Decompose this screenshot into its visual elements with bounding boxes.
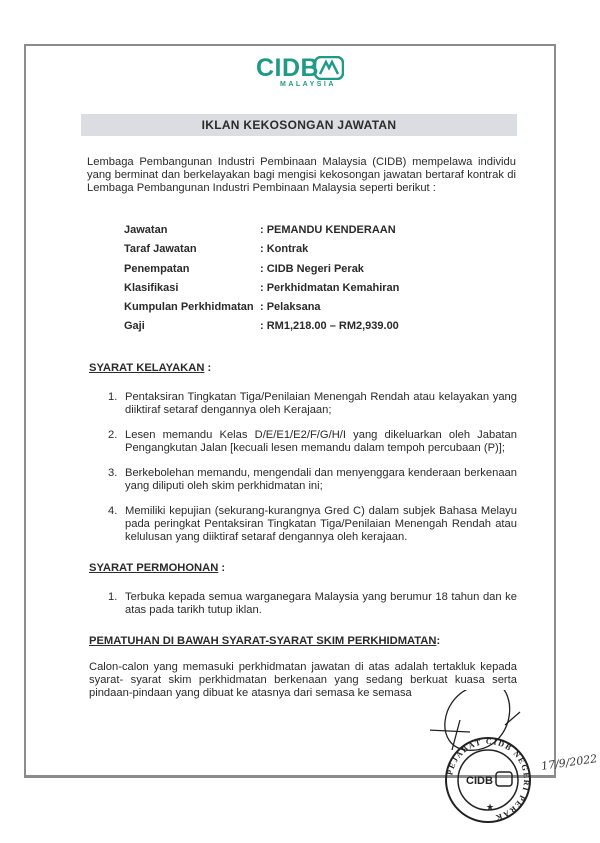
heading-text: SYARAT KELAYAKAN [89,362,205,374]
item-number: 1. [108,591,118,603]
heading-suffix: : [436,635,441,647]
logo-sub: MALAYSIA [280,81,336,88]
logo-brand: CIDB [256,54,320,82]
intro-paragraph: Lembaga Pembangunan Industri Pembinaan Malaysia (CIDB) mempelawa individu yang berminat dan berkelayakan bagi mengisi kekosongan jawatan bertaraf kontrak di Lembaga Pembangunan Industri Pembinaan Malaysia seperti berikut : [87,156,516,194]
detail-row [124,301,399,320]
list-item [108,591,517,617]
heading-text: SYARAT PERMOHONAN [89,562,219,574]
svg-text:★: ★ [486,802,495,812]
detail-label: Taraf Jawatan [124,243,197,256]
list-item [108,467,517,493]
detail-label: Penempatan [124,262,190,275]
item-number: 3. [108,467,118,479]
detail-row [124,243,399,262]
item-number: 1. [108,391,118,403]
detail-value: : PEMANDU KENDERAAN [260,224,396,236]
title-banner [81,114,517,136]
detail-value: : CIDB Negeri Perak [260,262,364,275]
permohonan-list [108,591,517,629]
kelayakan-list [108,391,517,556]
item-number: 4. [108,505,118,517]
job-details [124,224,399,340]
item-text: Pentaksiran Tingkatan Tiga/Penilaian Menengah Rendah atau kelayakan yang diiktiraf setaraf dengannya oleh Kerajaan; [125,391,517,416]
heading-suffix: : [218,562,226,574]
detail-label: Kumpulan Perkhidmatan [124,301,254,314]
heading-suffix: : [204,362,212,374]
detail-row [124,263,399,282]
stamp-center-text: CIDB [466,775,493,787]
item-text: Lesen memandu Kelas D/E/E1/E2/F/G/H/I yang dikeluarkan oleh Jabatan Pengangkutan Jalan [kecuali lesen memandu dalam tempoh percubaan (P)]; [125,429,517,454]
stamp-ring-text: PEJABAT CIDB NEGERI PERAK [445,736,532,823]
list-item [108,391,517,417]
heading-text: PEMATUHAN DI BAWAH SYARAT-SYARAT SKIM PERKHIDMATAN [89,635,437,647]
item-text: Berkebolehan memandu, mengendali dan menyenggara kenderaan berkenaan yang diliputi oleh skim perkhidmatan ini; [125,467,517,492]
detail-value: : RM1,218.00 – RM2,939.00 [260,320,399,333]
detail-label: Jawatan [124,224,168,236]
cidb-emblem-icon [314,56,344,80]
detail-label: Gaji [124,320,145,333]
detail-label: Klasifikasi [124,281,179,294]
detail-row [124,224,399,243]
pematuhan-paragraph: Calon-calon yang memasuki perkhidmatan jawatan di atas adalah tertakluk kepada syarat- syarat skim perkhidmatan berkenaan yang sedang berkuat kuasa serta pindaan-pindaan yang dibuat ke atasnya dari semasa ke semasa [89,661,517,699]
detail-value: : Perkhidmatan Kemahiran [260,281,400,294]
list-item [108,505,517,544]
item-text: Memiliki kepujian (sekurang-kurangnya Gred C) dalam subjek Bahasa Melayu pada peringkat Pentaksiran Tingkatan Tiga/Penilaian Menengah Rendah atau kelulusan yang diiktiraf setaraf dengannya oleh kerajaan. [125,505,517,543]
detail-value: : Pelaksana [260,301,321,314]
section-heading-permohonan [89,562,225,574]
detail-row [124,320,399,339]
item-number: 2. [108,429,118,441]
list-item [108,429,517,455]
official-stamp-icon [430,690,550,840]
detail-value: : Kontrak [260,243,309,256]
cidb-logo [256,54,346,104]
page-title: IKLAN KEKOSONGAN JAWATAN [201,118,397,132]
section-heading-pematuhan [89,635,440,647]
section-heading-kelayakan [89,362,211,374]
signature-date: 17/9/2022 [540,752,599,773]
detail-row [124,282,399,301]
item-text: Terbuka kepada semua warganegara Malaysia yang berumur 18 tahun dan ke atas pada tarikh tutup iklan. [125,591,517,616]
